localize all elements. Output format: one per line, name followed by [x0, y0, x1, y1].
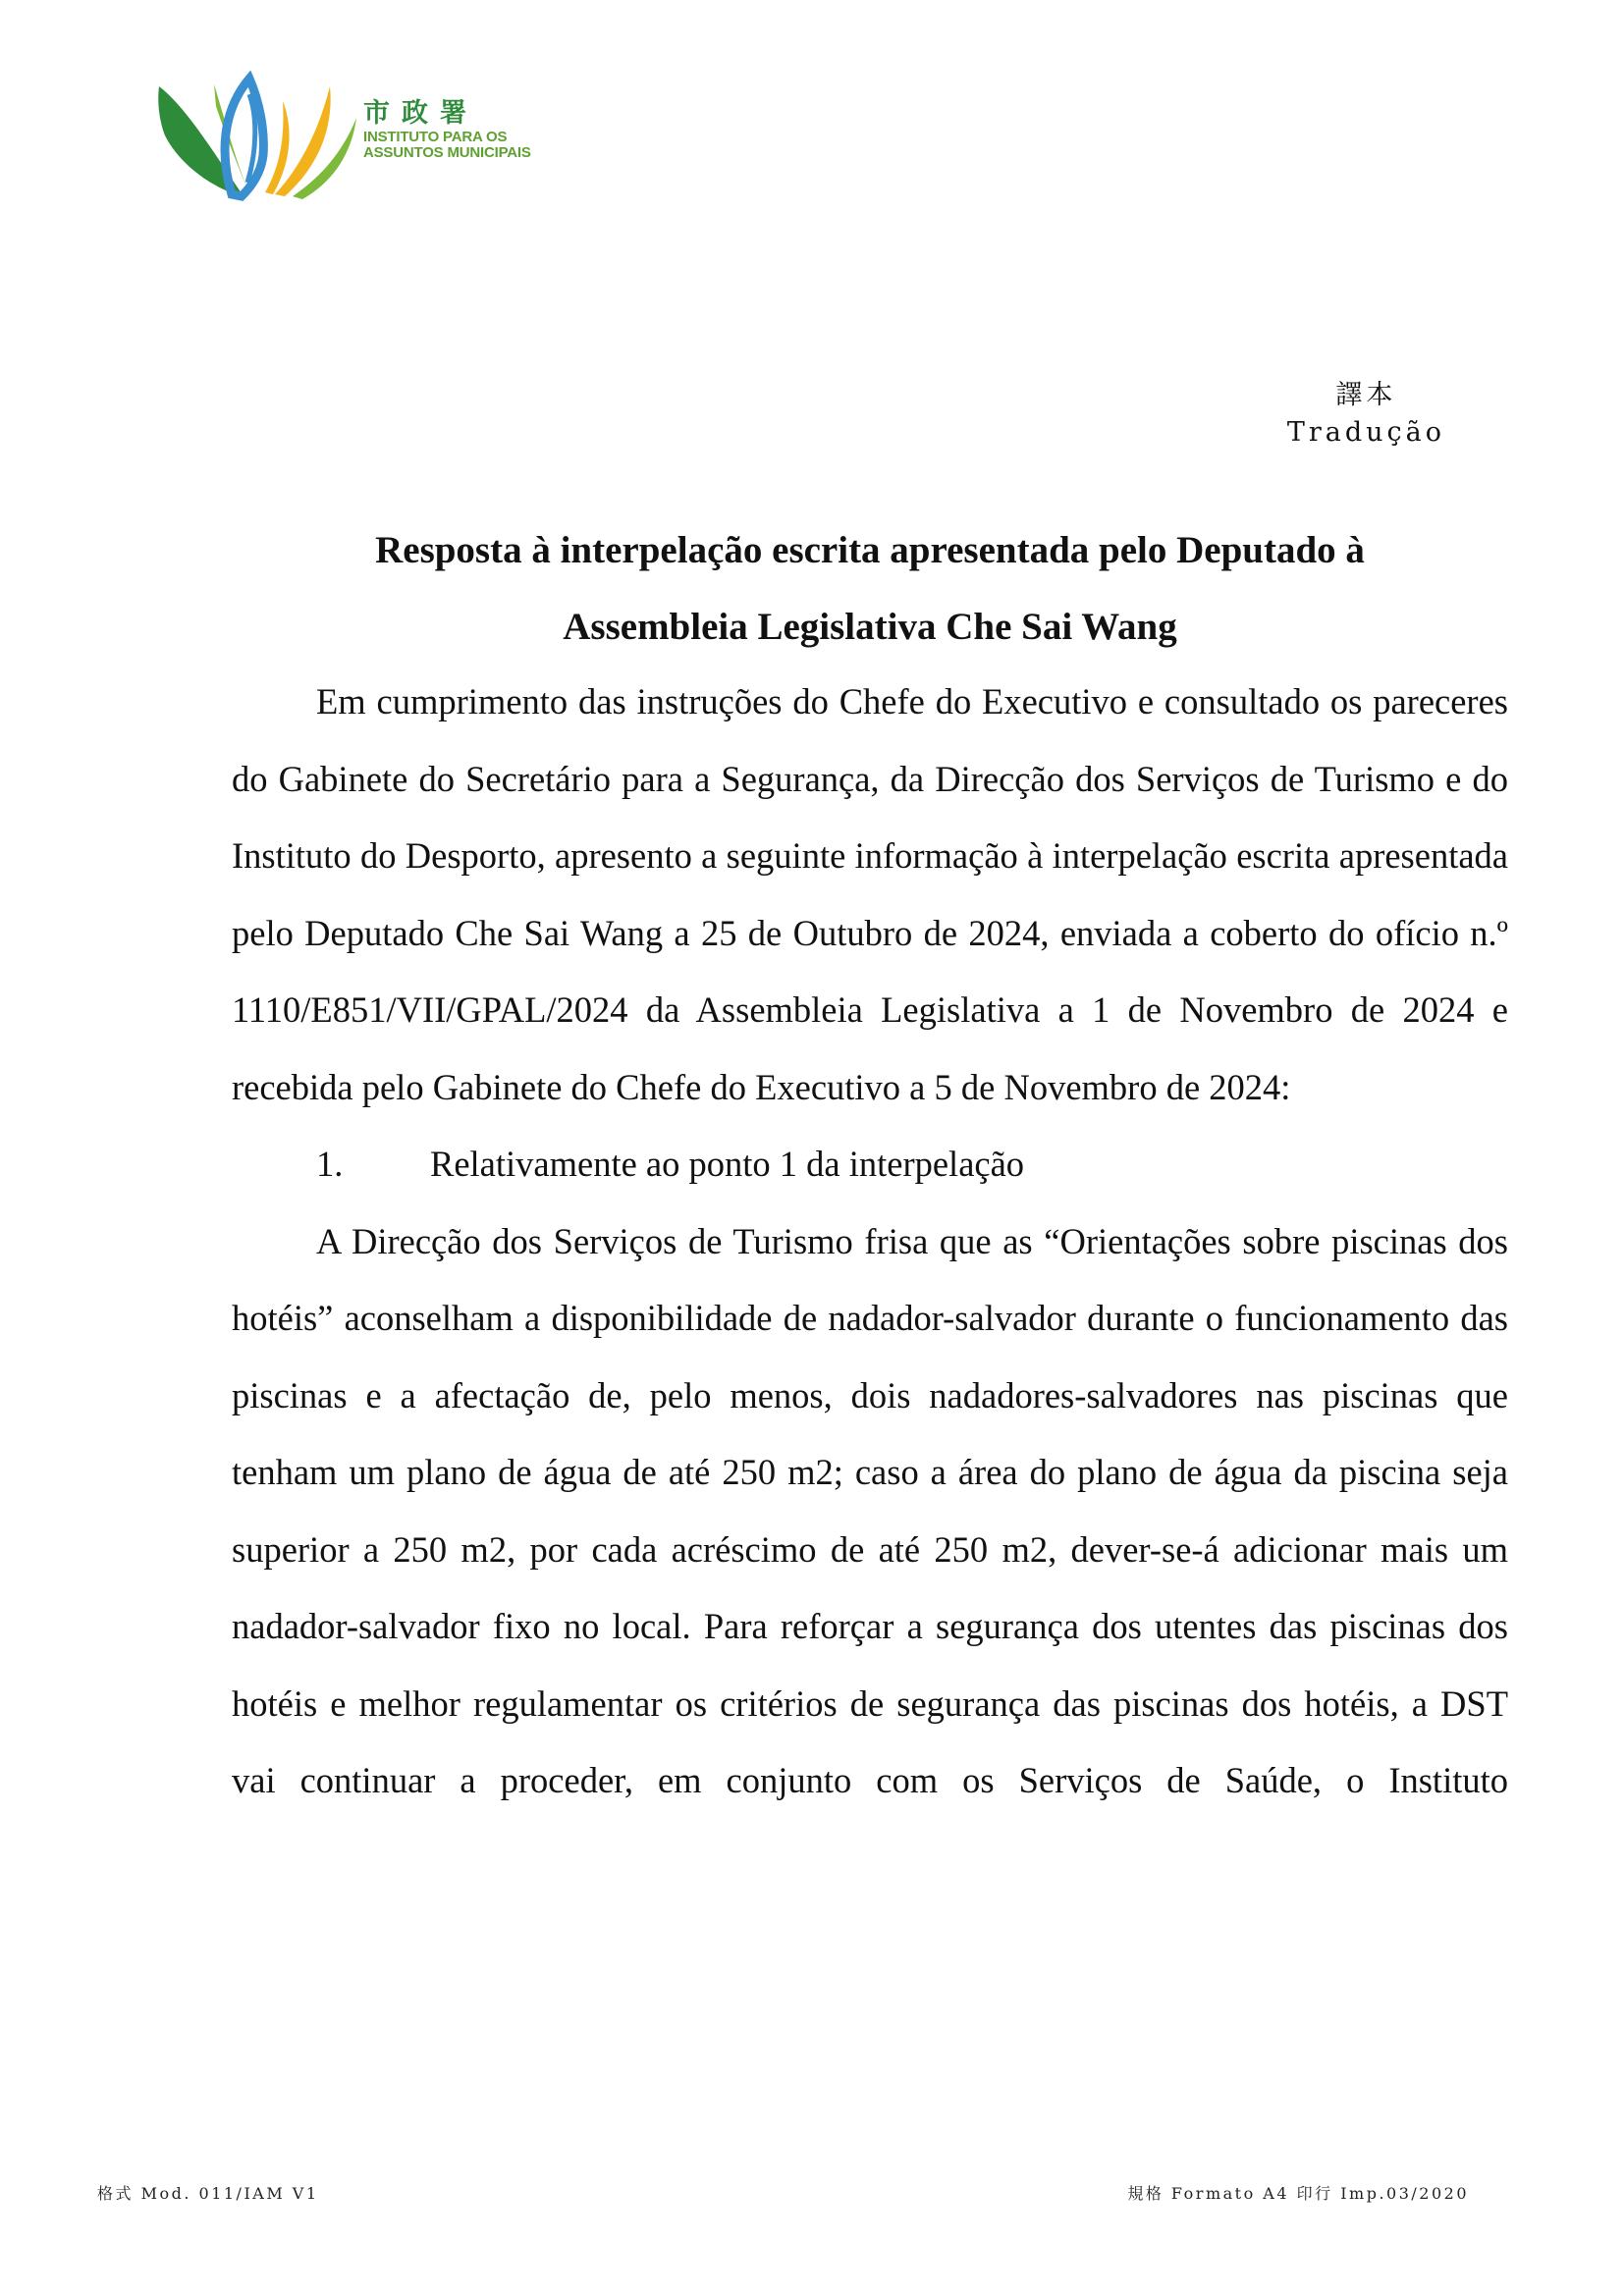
section-heading-text: Relativamente ao ponto 1 da interpelação [430, 1144, 1025, 1184]
document-title [232, 512, 1508, 666]
translation-mark [1287, 377, 1445, 452]
logo-chinese-name: 市政署 [363, 98, 478, 128]
intro-paragraph: Em cumprimento das instruções do Chefe do Executivo e consultado os pareceres do Gabinete do Secretário para a Segurança, da Direcção dos Serviços de Turismo e do Instituto do Desporto, apresento a seguinte informação à interpelação escrita apresentada pelo Deputado Che Sai Wang a 25 de Outubro de 2024, enviada a coberto do ofício n.º 1110/E851/VII/GPAL/2024 da Assembleia Legislativa a 1 de Novembro de 2024 e recebida pelo Gabinete do Chefe do Executivo a 5 de Novembro de 2024: [232, 681, 1508, 1107]
section-heading [232, 1126, 1508, 1203]
logo-text-block [363, 96, 531, 161]
document-body [232, 664, 1508, 1820]
translation-mark-chinese: 譯本 [1335, 380, 1397, 410]
logo-portuguese-line2: ASSUNTOS MUNICIPAIS [363, 144, 531, 161]
footer-format: 規格 Formato A4 印行 Imp.03/2020 [1127, 2184, 1469, 2203]
translation-mark-portuguese: Tradução [1286, 417, 1445, 448]
document-title-line2: Assembleia Legislativa Che Sai Wang [563, 606, 1177, 648]
logo-portuguese-line1: INSTITUTO PARA OS [363, 129, 508, 145]
section-number: 1. [316, 1144, 344, 1184]
document-title-line1: Resposta à interpelação escrita apresentada pelo Deputado à [375, 529, 1365, 571]
section-paragraph: A Direcção dos Serviços de Turismo frisa que as “Orientações sobre piscinas dos hotéis” aconselham a disponibilidade de nadador-salvador durante o funcionamento das piscinas e a afectação de, pelo menos, dois nadadores-salvadores nas piscinas que tenham um plano de água de até 250 m2; caso a área do plano de água da piscina seja superior a 250 m2, por cada acréscimo de até 250 m2, dever-se-á adicionar mais um nadador-salvador fixo no local. Para reforçar a segurança dos utentes das piscinas dos hotéis e melhor regulamentar os critérios de segurança das piscinas dos hotéis, a DST vai continuar a proceder, em conjunto com os Serviços de Saúde, o Instituto [232, 1220, 1508, 1800]
footer-form-code: 格式 Mod. 011/IAM V1 [97, 2184, 319, 2203]
institution-logo [155, 57, 568, 204]
iam-logo-icon [155, 57, 361, 204]
